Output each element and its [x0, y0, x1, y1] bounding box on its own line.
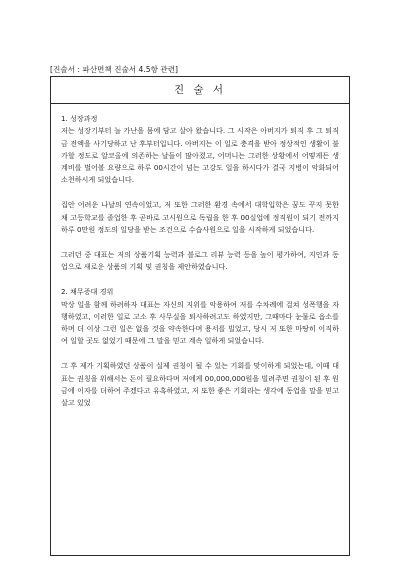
statement-document — [50, 76, 350, 556]
paragraph: 막상 일을 함께 하려하자 대표는 자신의 지위를 악용하여 저를 수차례에 걸쳐 성폭행을 자행하였고, 이러한 일로 고소 후 사무실을 퇴사하려고도 하였지만, 그때마다 눈물로 읍소를 하며 더 이상 그런 일은 없을 것을 약속한다며 용서를 빌었고, 당시 저 또한 마땅히 이직하여 일할 곳도 없었기 때문에 그 말을 믿고 계속 일하게 되었습니다. — [61, 299, 339, 346]
document-title: 진 술 서 — [51, 77, 349, 104]
paragraph: 그 후 제가 기획하였던 상품이 실제 권칭이 될 수 있는 기회를 맞이하게 되었는데, 이때 대표는 권칭을 위해서는 돈이 필요하다며 저에게 00,000,000원을 빌려주면 권칭이 된 후 원금에 이자를 더하여 주겠다고 유혹하였고, 저 또한 좋은 기회라는 생각에 동업을 말을 믿고 살고 있었 — [61, 361, 339, 408]
section-heading-growth: 1. 성장과정 — [61, 114, 98, 123]
paragraph: 집안 어려운 나날의 연속이었고, 저 또한 그러한 환경 속에서 대학입학은 꿈도 꾸지 못한 채 고등학교를 졸업한 후 곧바로 고시원으로 독립을 한 후 00실업에 정직원이 되기 전까지 하루 0만원 정도의 일당을 받는 조건으로 수습사원으로 일을 시작하게 되었습니다. — [61, 200, 339, 234]
document-body — [61, 113, 339, 409]
section-heading-debt: 2. 채무증대 경위 — [61, 287, 114, 297]
paragraph: 그러던 중 대표는 저의 상품기획 능력과 블로그 리뷰 능력 등을 높이 평가하여, 지인과 동업으로 새로운 상품의 기획 및 권칭을 제안하였습니다. — [61, 249, 339, 271]
document-header: [진술서 : 파산면책 진술서 4.5항 관련] — [50, 65, 178, 74]
paragraph: 저는 성장기부터 늘 가난을 몸에 담고 살아 왔습니다. 그 시작은 아버지가 퇴직 후 그 퇴직금 전액을 사기당하고 난 후부터입니다. 아버지는 이 일로 충격을 받아 정상적인 생활이 불가할 정도로 알코올에 의존하는 날들이 많아졌고, 어머니는 그러한 상황에서 어떻게든 생계비를 벌어볼 요량으로 하루 00시간이 넘는 고강도 일을 하시다가 결국 지병이 악화되어 소천하시게 되었습니다. — [61, 126, 339, 185]
